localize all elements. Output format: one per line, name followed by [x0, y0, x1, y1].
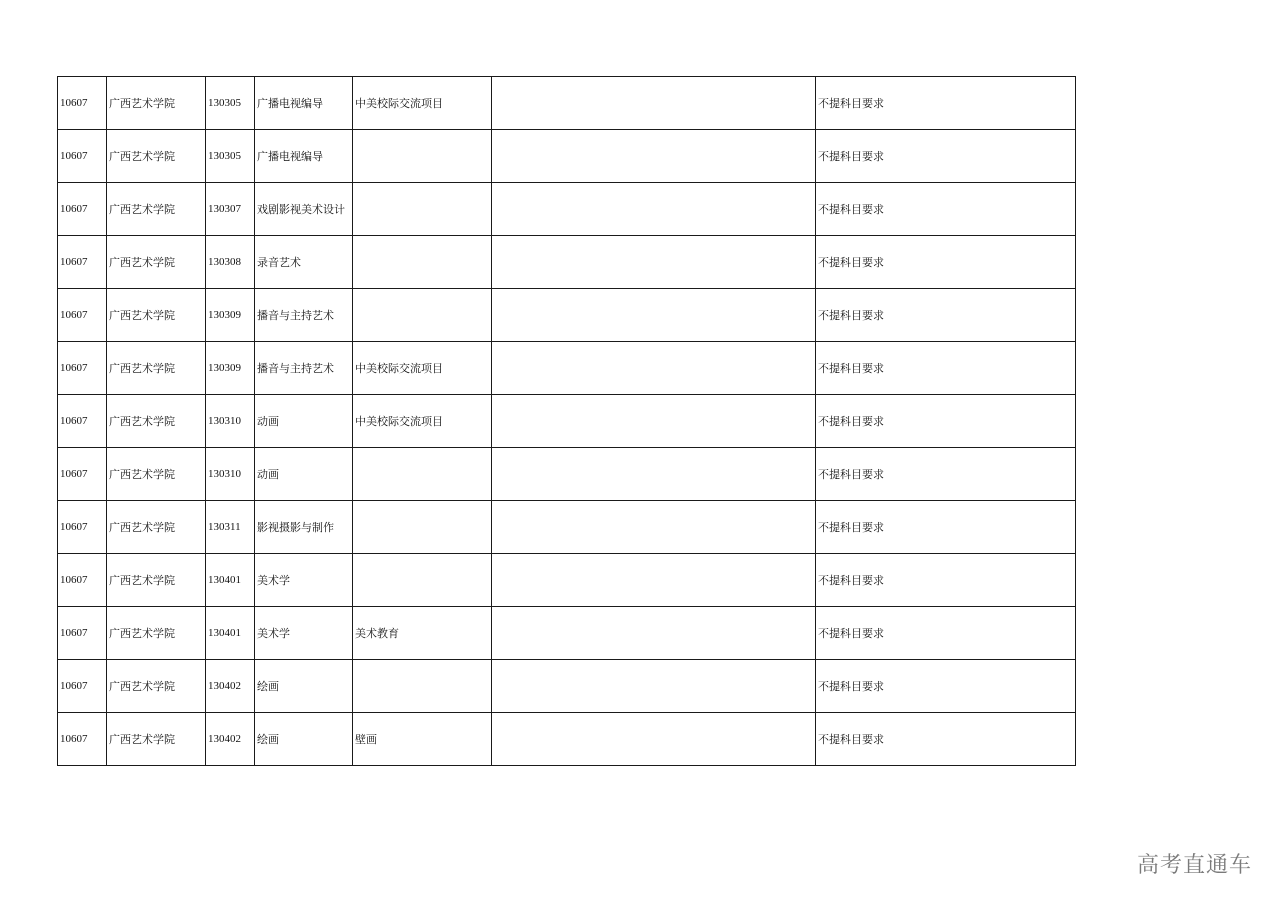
cell-note: [492, 342, 816, 395]
cell-school-code: 10607: [58, 183, 107, 236]
cell-note: [492, 289, 816, 342]
cell-note: [492, 713, 816, 766]
cell-major-name: 戏剧影视美术设计: [255, 183, 353, 236]
cell-major-code: 130310: [206, 395, 255, 448]
cell-direction: [353, 448, 492, 501]
cell-major-code: 130402: [206, 660, 255, 713]
cell-major-code: 130401: [206, 607, 255, 660]
cell-direction: 中美校际交流项目: [353, 395, 492, 448]
cell-major-name: 影视摄影与制作: [255, 501, 353, 554]
cell-major-name: 广播电视编导: [255, 130, 353, 183]
cell-school-name: 广西艺术学院: [107, 713, 206, 766]
table-row: [58, 342, 1076, 395]
table-row: [58, 448, 1076, 501]
cell-direction: [353, 289, 492, 342]
table-row: [58, 554, 1076, 607]
cell-subject-requirement: 不提科目要求: [816, 77, 1076, 130]
cell-major-code: 130305: [206, 77, 255, 130]
cell-major-code: 130309: [206, 289, 255, 342]
cell-major-code: 130305: [206, 130, 255, 183]
cell-major-code: 130402: [206, 713, 255, 766]
cell-note: [492, 236, 816, 289]
table-row: [58, 501, 1076, 554]
cell-note: [492, 448, 816, 501]
cell-school-name: 广西艺术学院: [107, 236, 206, 289]
subject-requirements-table: [57, 76, 1076, 766]
table-row: [58, 130, 1076, 183]
cell-direction: [353, 501, 492, 554]
cell-subject-requirement: 不提科目要求: [816, 236, 1076, 289]
cell-direction: 中美校际交流项目: [353, 342, 492, 395]
cell-school-name: 广西艺术学院: [107, 183, 206, 236]
cell-subject-requirement: 不提科目要求: [816, 554, 1076, 607]
table-row: [58, 183, 1076, 236]
cell-school-code: 10607: [58, 501, 107, 554]
cell-direction: 中美校际交流项目: [353, 77, 492, 130]
cell-subject-requirement: 不提科目要求: [816, 448, 1076, 501]
cell-subject-requirement: 不提科目要求: [816, 660, 1076, 713]
cell-school-code: 10607: [58, 554, 107, 607]
cell-note: [492, 607, 816, 660]
cell-school-code: 10607: [58, 236, 107, 289]
cell-school-code: 10607: [58, 289, 107, 342]
table-row: [58, 660, 1076, 713]
cell-major-name: 录音艺术: [255, 236, 353, 289]
cell-subject-requirement: 不提科目要求: [816, 607, 1076, 660]
cell-school-name: 广西艺术学院: [107, 554, 206, 607]
cell-note: [492, 660, 816, 713]
cell-note: [492, 395, 816, 448]
cell-school-name: 广西艺术学院: [107, 660, 206, 713]
cell-school-name: 广西艺术学院: [107, 77, 206, 130]
cell-major-code: 130401: [206, 554, 255, 607]
cell-major-name: 美术学: [255, 607, 353, 660]
cell-major-code: 130310: [206, 448, 255, 501]
cell-subject-requirement: 不提科目要求: [816, 130, 1076, 183]
cell-school-code: 10607: [58, 77, 107, 130]
cell-direction: [353, 183, 492, 236]
cell-school-name: 广西艺术学院: [107, 395, 206, 448]
table-row: [58, 713, 1076, 766]
table-row: [58, 236, 1076, 289]
cell-major-code: 130309: [206, 342, 255, 395]
table-row: [58, 607, 1076, 660]
cell-note: [492, 501, 816, 554]
cell-note: [492, 183, 816, 236]
cell-major-name: 动画: [255, 395, 353, 448]
cell-school-code: 10607: [58, 130, 107, 183]
cell-major-name: 美术学: [255, 554, 353, 607]
cell-major-name: 绘画: [255, 660, 353, 713]
cell-school-name: 广西艺术学院: [107, 342, 206, 395]
cell-note: [492, 554, 816, 607]
cell-major-code: 130307: [206, 183, 255, 236]
table-row: [58, 77, 1076, 130]
cell-subject-requirement: 不提科目要求: [816, 183, 1076, 236]
table-row: [58, 395, 1076, 448]
table-row: [58, 289, 1076, 342]
cell-school-code: 10607: [58, 713, 107, 766]
cell-subject-requirement: 不提科目要求: [816, 713, 1076, 766]
cell-school-code: 10607: [58, 395, 107, 448]
cell-subject-requirement: 不提科目要求: [816, 501, 1076, 554]
cell-school-name: 广西艺术学院: [107, 448, 206, 501]
cell-major-name: 动画: [255, 448, 353, 501]
cell-direction: [353, 236, 492, 289]
cell-subject-requirement: 不提科目要求: [816, 289, 1076, 342]
cell-school-code: 10607: [58, 448, 107, 501]
cell-major-code: 130308: [206, 236, 255, 289]
cell-school-code: 10607: [58, 607, 107, 660]
cell-direction: [353, 660, 492, 713]
cell-school-code: 10607: [58, 342, 107, 395]
cell-school-name: 广西艺术学院: [107, 130, 206, 183]
cell-school-name: 广西艺术学院: [107, 501, 206, 554]
cell-subject-requirement: 不提科目要求: [816, 342, 1076, 395]
cell-note: [492, 130, 816, 183]
cell-school-name: 广西艺术学院: [107, 607, 206, 660]
cell-major-name: 绘画: [255, 713, 353, 766]
cell-major-name: 播音与主持艺术: [255, 342, 353, 395]
cell-direction: 壁画: [353, 713, 492, 766]
cell-school-code: 10607: [58, 660, 107, 713]
cell-major-code: 130311: [206, 501, 255, 554]
cell-direction: 美术教育: [353, 607, 492, 660]
cell-major-name: 播音与主持艺术: [255, 289, 353, 342]
cell-direction: [353, 130, 492, 183]
cell-major-name: 广播电视编导: [255, 77, 353, 130]
table-body: [58, 77, 1076, 766]
cell-note: [492, 77, 816, 130]
cell-school-name: 广西艺术学院: [107, 289, 206, 342]
cell-subject-requirement: 不提科目要求: [816, 395, 1076, 448]
watermark-logo-text: 高考直通车: [1136, 853, 1252, 878]
cell-direction: [353, 554, 492, 607]
